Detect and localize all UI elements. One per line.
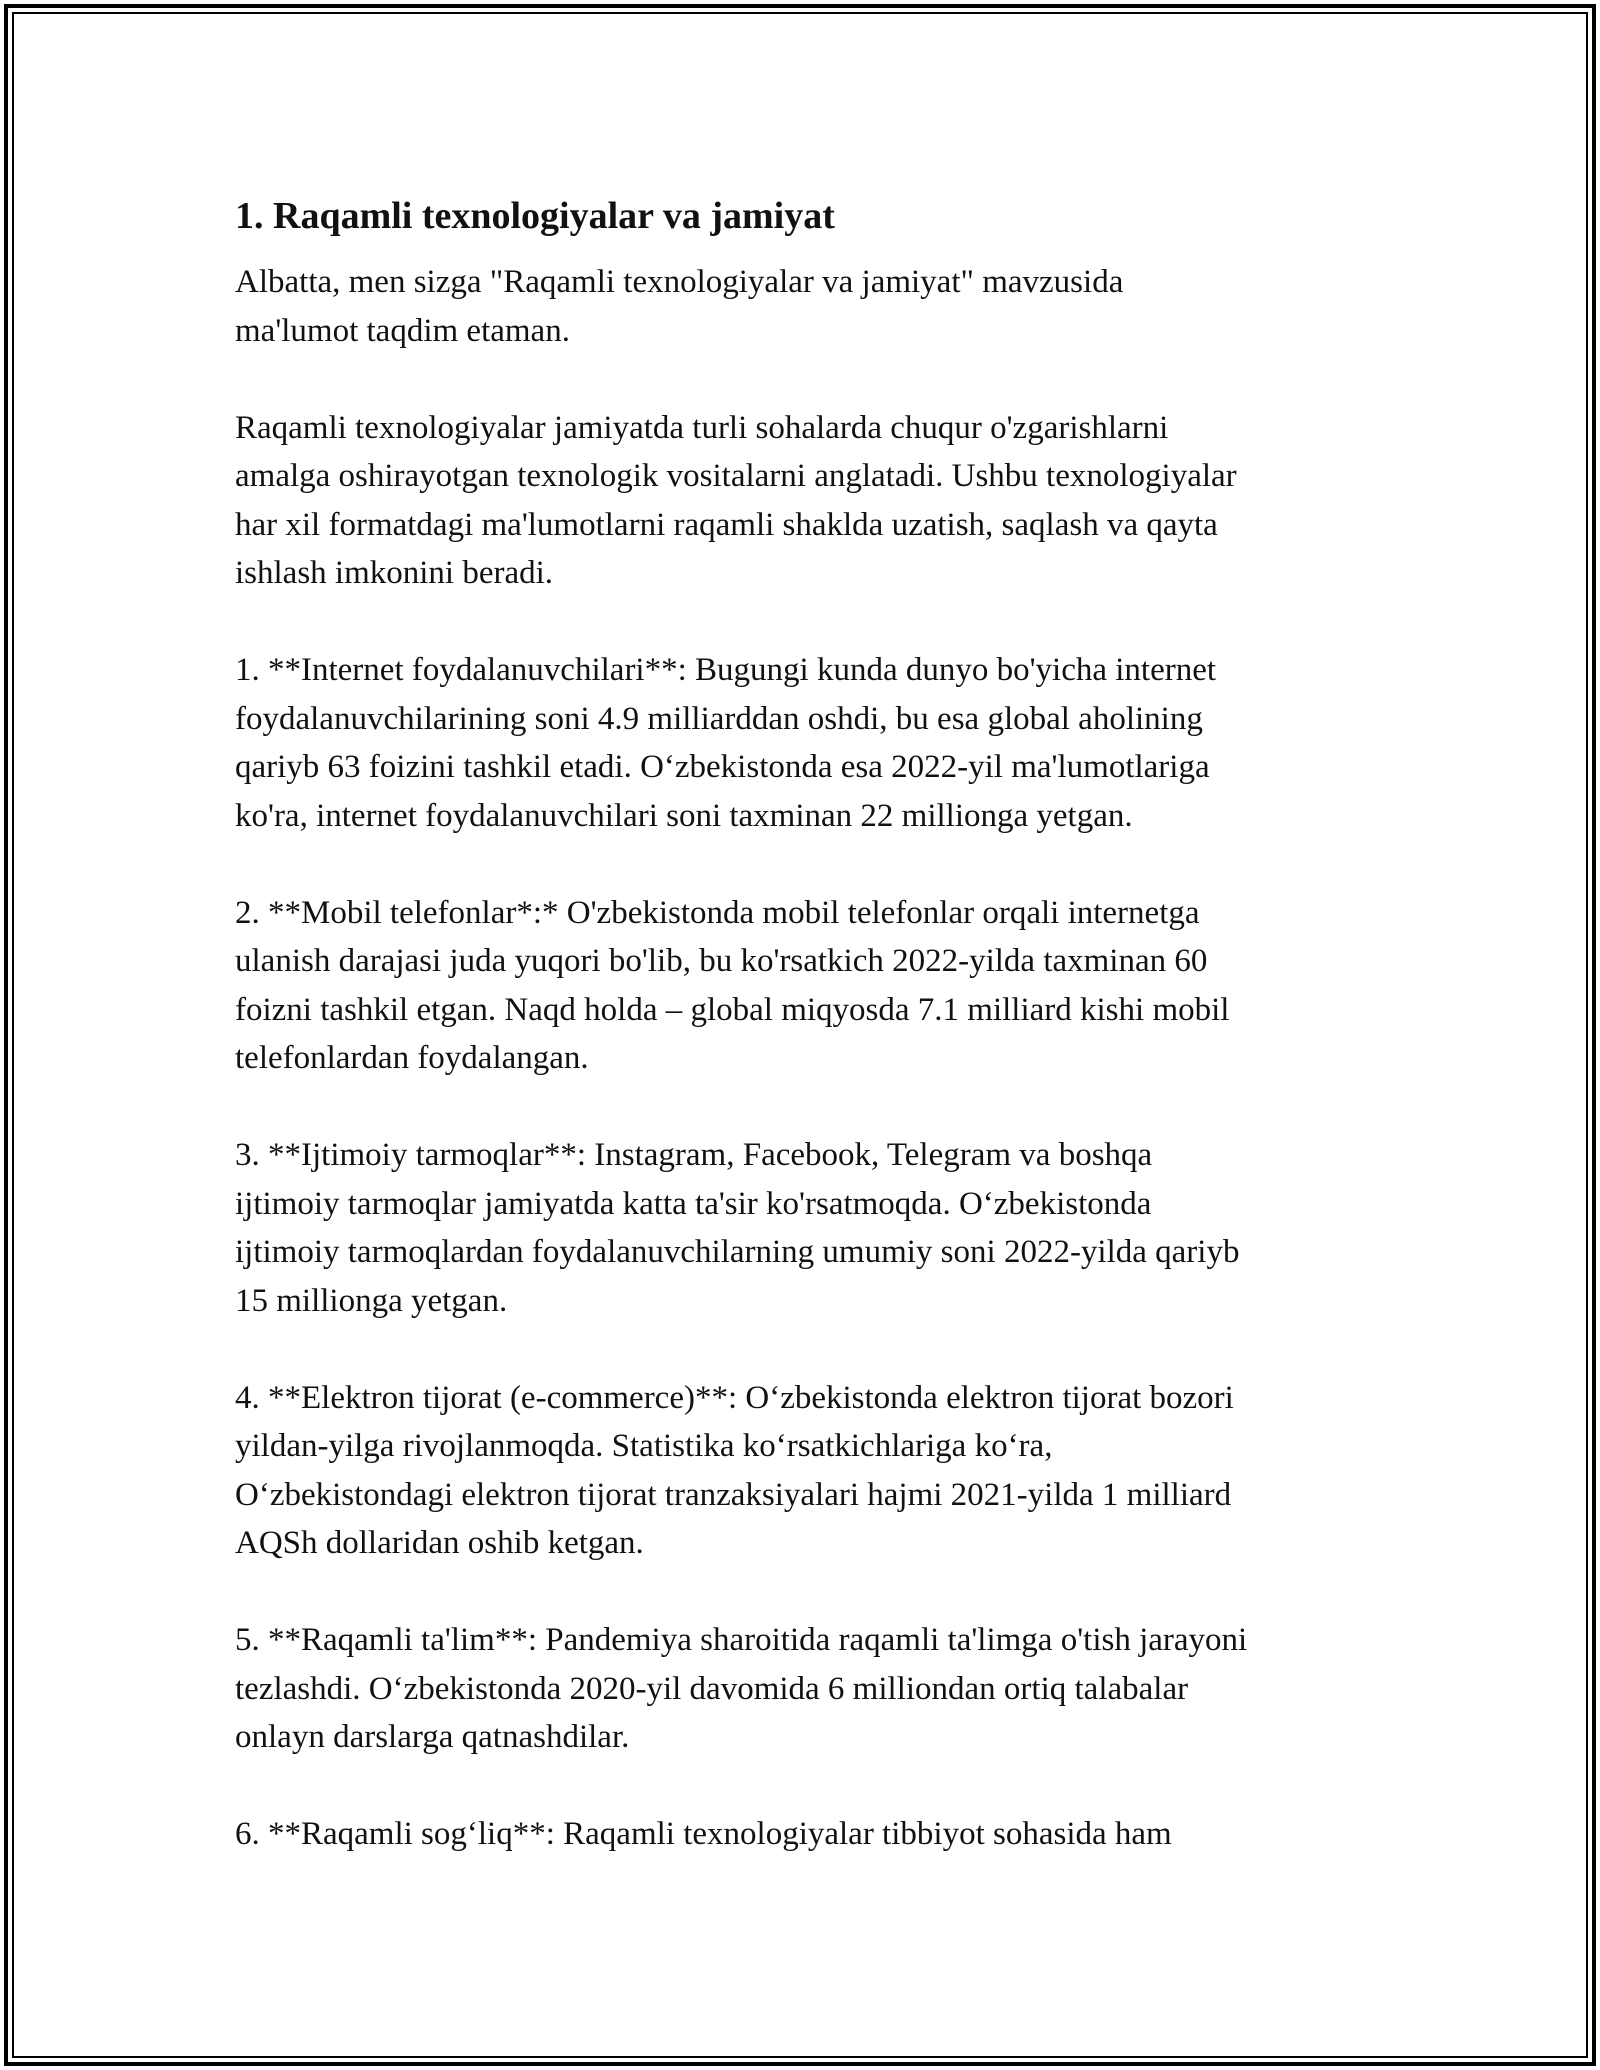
text-line: 6. **Raqamli sog‘liq**: Raqamli texnologiyalar tibbiyot sohasida ham bbox=[235, 1816, 1172, 1852]
text-line: qariyb 63 foizini tashkil etadi. O‘zbekistonda esa 2022-yil ma'lumotlariga bbox=[235, 749, 1210, 785]
text-line: onlayn darslarga qatnashdilar. bbox=[235, 1719, 630, 1755]
text-line: 1. **Internet foydalanuvchilari**: Bugungi kunda dunyo bo'yicha internet bbox=[235, 652, 1217, 688]
text-line: Albatta, men sizga "Raqamli texnologiyalar va jamiyat" mavzusida bbox=[235, 264, 1124, 300]
text-line: 3. **Ijtimoiy tarmoqlar**: Instagram, Facebook, Telegram va boshqa bbox=[235, 1137, 1153, 1173]
text-line: yildan-yilga rivojlanmoqda. Statistika ko‘rsatkichlariga ko‘ra, bbox=[235, 1428, 1053, 1464]
list-item-digital-education bbox=[235, 1616, 1375, 1762]
text-line: foydalanuvchilarining soni 4.9 milliarddan oshdi, bu esa global aholining bbox=[235, 700, 1203, 737]
text-line: amalga oshirayotgan texnologik vositalarni anglatadi. Ushbu texnologiyalar bbox=[235, 458, 1237, 494]
text-line: ko'ra, internet foydalanuvchilari soni taxminan 22 millionga yetgan. bbox=[235, 797, 1133, 834]
intro-paragraph bbox=[235, 258, 1375, 355]
text-line: 15 millionga yetgan. bbox=[235, 1282, 508, 1319]
text-line: ishlash imkonini beradi. bbox=[235, 555, 554, 591]
text-line: O‘zbekistondagi elektron tijorat tranzaksiyalari hajmi 2021-yilda 1 milliard bbox=[235, 1476, 1232, 1513]
text-line: 5. **Raqamli ta'lim**: Pandemiya sharoitida raqamli ta'limga o'tish jarayoni bbox=[235, 1622, 1248, 1658]
text-line: foizni tashkil etgan. Naqd holda – global miqyosda 7.1 milliard kishi mobil bbox=[235, 991, 1230, 1028]
definition-paragraph bbox=[235, 404, 1375, 598]
list-item-mobile-phones bbox=[235, 889, 1375, 1083]
list-item-digital-health bbox=[235, 1810, 1375, 1859]
text-line: tezlashdi. O‘zbekistonda 2020-yil davomida 6 milliondan ortiq talabalar bbox=[235, 1670, 1189, 1707]
document-body bbox=[235, 188, 1375, 1907]
list-item-social-networks bbox=[235, 1131, 1375, 1325]
text-line: ijtimoiy tarmoqlardan foydalanuvchilarning umumiy soni 2022-yilda qariyb bbox=[235, 1234, 1240, 1270]
text-line: har xil formatdagi ma'lumotlarni raqamli shaklda uzatish, saqlash va qayta bbox=[235, 506, 1218, 543]
list-item-internet-users bbox=[235, 646, 1375, 840]
text-line: AQSh dollaridan oshib ketgan. bbox=[235, 1525, 644, 1561]
document-title: 1. Raqamli texnologiyalar va jamiyat bbox=[235, 195, 835, 237]
text-line: ijtimoiy tarmoqlar jamiyatda katta ta'sir ko'rsatmoqda. O‘zbekistonda bbox=[235, 1185, 1152, 1222]
list-item-e-commerce bbox=[235, 1374, 1375, 1568]
text-line: ma'lumot taqdim etaman. bbox=[235, 312, 570, 349]
text-line: 4. **Elektron tijorat (e-commerce)**: O‘zbekistonda elektron tijorat bozori bbox=[235, 1379, 1234, 1416]
text-line: Raqamli texnologiyalar jamiyatda turli sohalarda chuqur o'zgarishlarni bbox=[235, 409, 1169, 446]
text-line: ulanish darajasi juda yuqori bo'lib, bu ko'rsatkich 2022-yilda taxminan 60 bbox=[235, 943, 1208, 979]
text-line: telefonlardan foydalangan. bbox=[235, 1040, 589, 1076]
text-line: 2. **Mobil telefonlar*:* O'zbekistonda mobil telefonlar orqali internetga bbox=[235, 894, 1200, 931]
